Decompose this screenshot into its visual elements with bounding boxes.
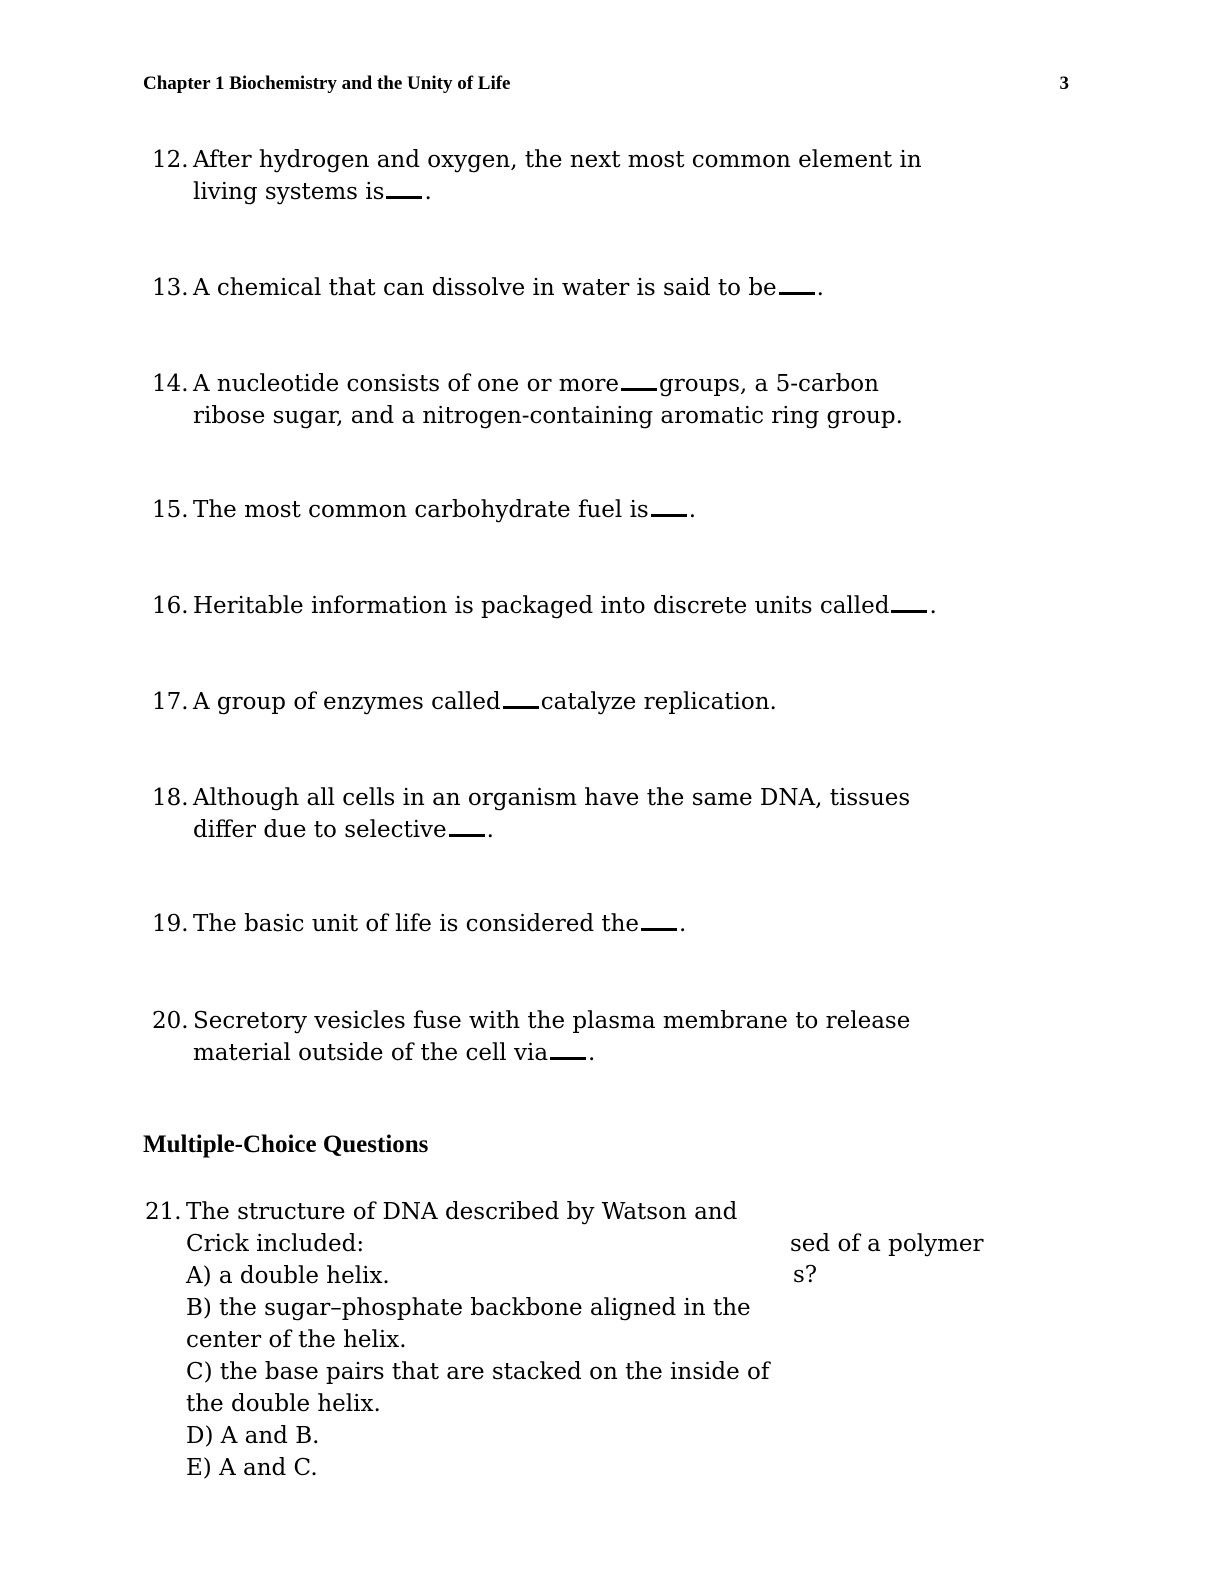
answer-blank <box>550 1038 586 1060</box>
question-number: 17. <box>152 689 189 715</box>
answer-blank <box>621 369 657 391</box>
question-18 <box>152 782 982 846</box>
question-text-end: . <box>816 275 824 301</box>
question-text: A nucleotide consists of one or more <box>193 371 620 397</box>
question-text-end: . <box>929 593 937 619</box>
question-number: 14. <box>152 371 189 397</box>
question-text: The basic unit of life is considered the <box>193 911 640 937</box>
choice-b: B) the sugar–phosphate backbone aligned in the center of the helix. <box>186 1295 751 1353</box>
question-number: 16. <box>152 593 189 619</box>
answer-blank <box>503 687 539 709</box>
question-text-end: . <box>486 817 494 843</box>
question-number: 15. <box>152 497 189 523</box>
answer-blank <box>386 177 422 199</box>
page-number: 3 <box>1059 73 1069 94</box>
question-number: 13. <box>152 275 189 301</box>
question-15 <box>152 494 982 526</box>
question-number: 21. <box>145 1199 182 1225</box>
question-text: Heritable information is packaged into discrete units called <box>193 593 890 619</box>
question-text: A group of enzymes called <box>193 689 501 715</box>
question-20 <box>152 1005 982 1069</box>
answer-blank <box>449 815 485 837</box>
question-text: Although all cells in an organism have the same DNA, tissues differ due to selective <box>193 785 911 843</box>
answer-blank <box>641 909 677 931</box>
clipped-text-fragment: sed of a polymer <box>790 1231 984 1257</box>
question-number: 20. <box>152 1008 189 1034</box>
question-17 <box>152 686 982 718</box>
choice-c: C) the base pairs that are stacked on the inside of the double helix. <box>186 1359 770 1417</box>
question-14 <box>152 368 982 432</box>
question-stem: The structure of DNA described by Watson and Crick included: <box>186 1199 738 1257</box>
question-text: The most common carbohydrate fuel is <box>193 497 649 523</box>
clipped-text-fragment: s? <box>793 1262 818 1288</box>
question-21 <box>145 1196 795 1484</box>
answer-blank <box>779 273 815 295</box>
question-text-end: catalyze replication. <box>540 689 777 715</box>
question-text-end: . <box>424 179 432 205</box>
answer-blank <box>651 495 687 517</box>
question-12 <box>152 144 982 208</box>
question-text: A chemical that can dissolve in water is said to be <box>193 275 777 301</box>
answer-blank <box>891 591 927 613</box>
question-13 <box>152 272 982 304</box>
question-text-end: groups, a 5-carbon ribose sugar, and a nitrogen-containing aromatic ring group. <box>193 371 903 429</box>
question-number: 18. <box>152 785 189 811</box>
choice-a: A) a double helix. <box>186 1263 390 1289</box>
section-title: Multiple-Choice Questions <box>143 1131 429 1158</box>
choice-e: E) A and C. <box>186 1455 318 1481</box>
page-header <box>143 73 1069 99</box>
question-text-end: . <box>588 1040 596 1066</box>
question-text-end: . <box>688 497 697 523</box>
question-text-end: . <box>679 911 687 937</box>
question-19 <box>152 908 982 940</box>
question-text: After hydrogen and oxygen, the next most common element in living systems is <box>193 147 922 205</box>
question-16 <box>152 590 982 622</box>
choice-d: D) A and B. <box>186 1423 320 1449</box>
question-number: 12. <box>152 147 189 173</box>
question-number: 19. <box>152 911 189 937</box>
chapter-title: Chapter 1 Biochemistry and the Unity of Life <box>143 73 511 94</box>
question-text: Secretory vesicles fuse with the plasma membrane to release material outside of the cell via <box>193 1008 911 1066</box>
